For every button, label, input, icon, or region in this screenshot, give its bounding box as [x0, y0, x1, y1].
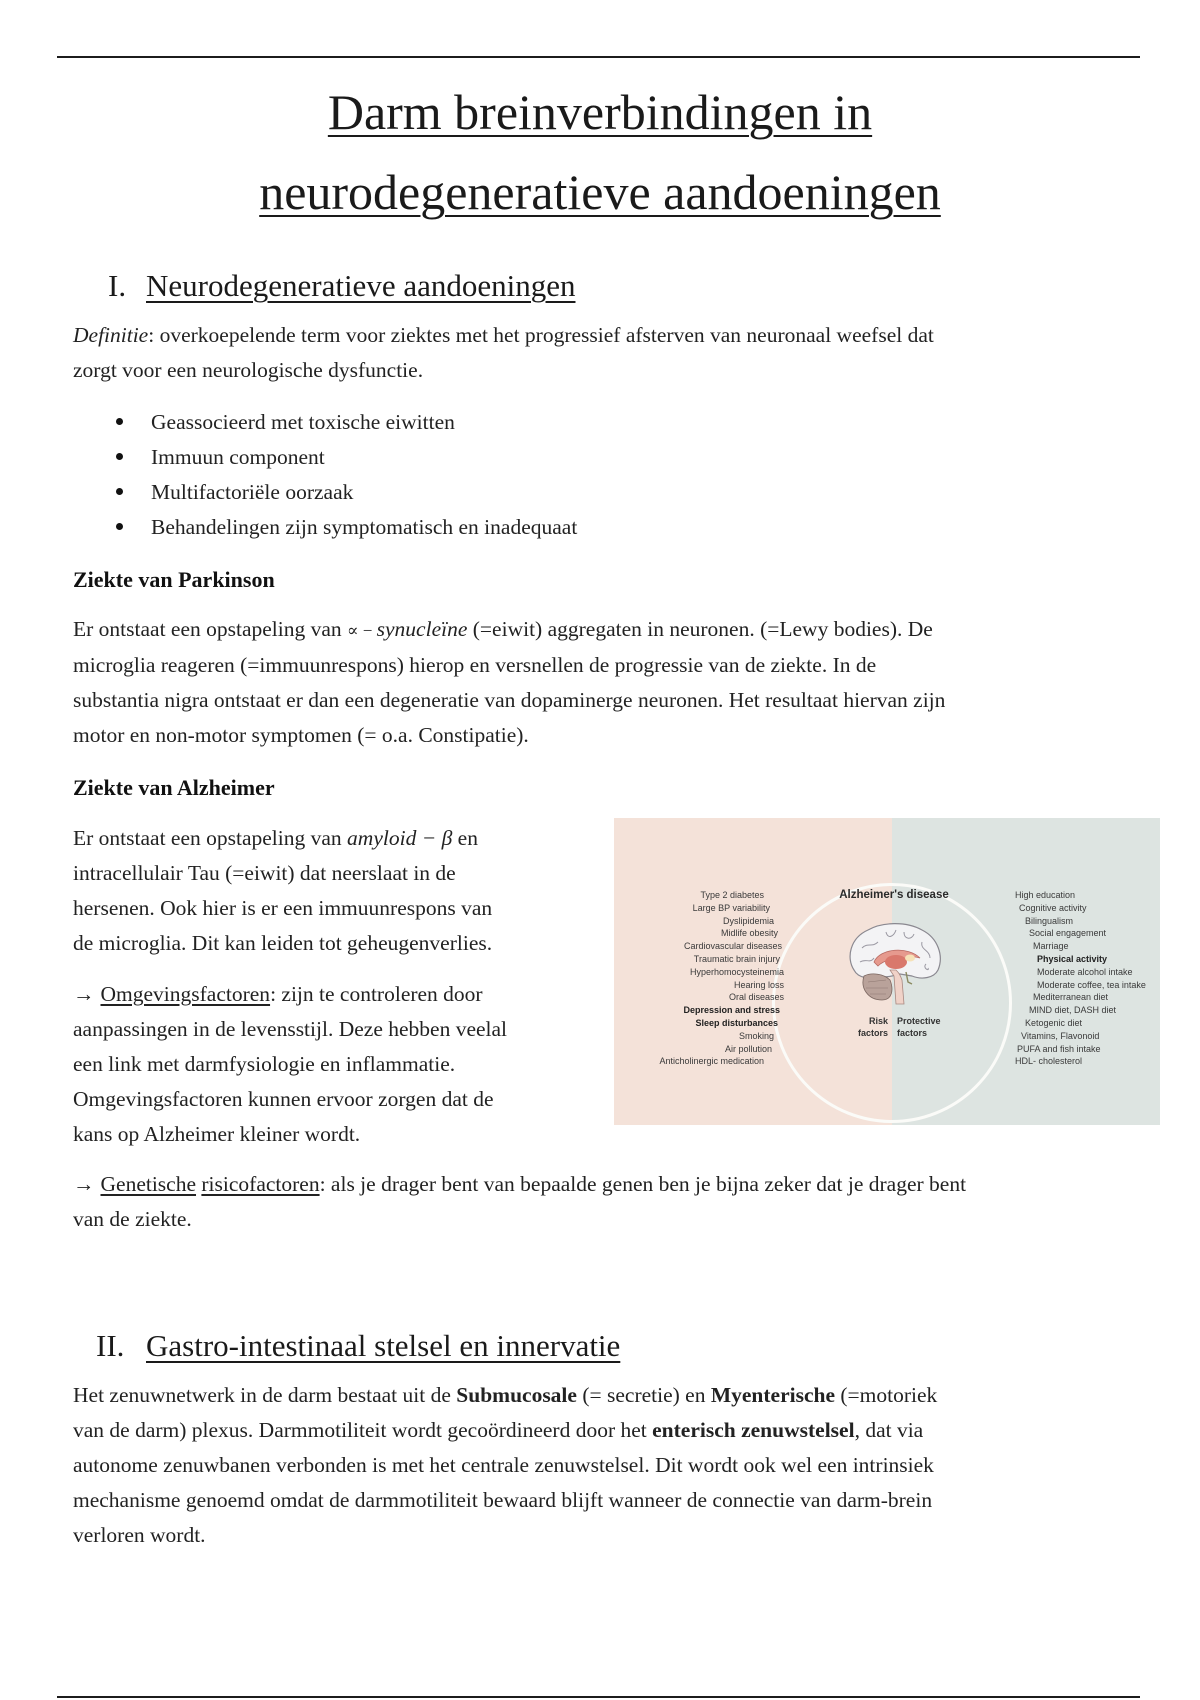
protective-factor-item: High education — [1015, 890, 1076, 900]
arrow-right-icon: → — [73, 982, 95, 1006]
protective-factor-item: Vitamins, Flavonoid — [1021, 1030, 1100, 1041]
section-1-number: I. — [108, 268, 127, 303]
parkinson-heading: Ziekte van Parkinson — [73, 567, 275, 592]
parkinson-paragraph: Er ontstaat een opstapeling van ∝ − synucleïne (=eiwit) aggregaten in neuronen. (=Lewy bodies). De microglia reageren (=immuunrespons) hierop en versnellen de progressie van de ziekte. In de substantia nigra ontstaat er dan een degeneratie van dopaminerge neuronen. Het resultaat hiervan zijn motor en non-motor symptomen (= o.a. Constipatie). — [73, 617, 946, 747]
bullet-item: Behandelingen zijn symptomatisch en inadequaat — [73, 510, 577, 545]
risk-factor-item: Air pollution — [724, 1043, 772, 1054]
bottom-rule — [57, 1696, 1140, 1698]
arrow-right-icon: → — [73, 1172, 95, 1196]
gastro-paragraph: Het zenuwnetwerk in de darm bestaat uit de Submucosale (= secretie) en Myenterische (=motoriek van de darm) plexus. Darmmotiliteit wordt gecoördineerd door het enterisch zenuwstelsel, dat via autonome zenuwbanen verbonden is met het centrale zenuwstelsel. Dit wordt ook wel een intrinsiek mechanisme genoemd omdat de darmmotiliteit bewaard blijft wanneer de connectie van darm-brein verloren wordt. — [73, 1383, 938, 1547]
bullet-icon — [116, 488, 123, 495]
environmental-factors-term: Omgevingsfactoren — [100, 982, 271, 1006]
document-title-line-1: Darm breinverbindingen in — [327, 84, 873, 140]
risk-factor-item: Dyslipidemia — [722, 915, 774, 926]
bullet-item: Multifactoriële oorzaak — [73, 475, 577, 510]
protective-factor-item: MIND diet, DASH diet — [1029, 1005, 1117, 1016]
definition-paragraph: Definitie: overkoepelende term voor ziektes met het progressief afsterven van neuronaal weefsel dat zorgt voor een neurologische dysfunctie. — [73, 323, 934, 382]
section-1-heading — [108, 266, 575, 306]
protective-factors-label: Protective factors — [897, 1016, 941, 1038]
section-1-title: Neurodegeneratieve aandoeningen — [146, 268, 576, 303]
risk-factor-item: Cardiovascular diseases — [683, 941, 782, 952]
risk-factor-item: Anticholinergic medication — [659, 1056, 764, 1067]
protective-factor-item: Moderate alcohol intake — [1037, 966, 1133, 977]
risk-factor-item: Midlife obesity — [720, 928, 778, 939]
risk-factor-item: Sleep disturbances — [695, 1017, 778, 1028]
risk-factor-item: Hyperhomocysteinemia — [689, 966, 784, 977]
protective-factor-item: Bilingualism — [1025, 915, 1074, 926]
submucosal-term: Submucosale — [456, 1383, 577, 1407]
brain-icon — [842, 918, 947, 1013]
bullet-item: Immuun component — [73, 440, 577, 475]
enteric-nervous-system-term: enterisch zenuwstelsel — [652, 1418, 855, 1442]
protective-factor-item: Marriage — [1033, 941, 1069, 952]
bullet-icon — [116, 453, 123, 460]
section-2-heading — [96, 1326, 620, 1366]
risk-factor-item: Smoking — [738, 1030, 774, 1041]
alzheimer-risk-factors-figure — [614, 818, 1160, 1125]
risk-factor-item: Traumatic brain injury — [693, 953, 780, 964]
protective-factor-item: Mediterranean diet — [1033, 992, 1109, 1003]
risk-factor-item: Type 2 diabetes — [700, 890, 764, 900]
myenteric-term: Myenterische — [710, 1383, 836, 1407]
feature-bullet-list — [73, 405, 577, 545]
risk-factor-item: Depression and stress — [683, 1005, 780, 1016]
protective-factor-item: Cognitive activity — [1019, 902, 1087, 913]
genetic-term: Genetische — [100, 1172, 197, 1196]
risk-factor-item: Large BP variability — [692, 902, 770, 913]
alzheimer-heading: Ziekte van Alzheimer — [73, 775, 275, 800]
protective-factor-item: Social engagement — [1029, 928, 1107, 939]
protective-factor-item: Ketogenic diet — [1025, 1017, 1083, 1028]
section-2-number: II. — [96, 1328, 125, 1363]
bullet-icon — [116, 418, 123, 425]
protective-factors-list — [1015, 889, 1146, 1068]
protective-factor-item: Moderate coffee, tea intake — [1037, 979, 1146, 990]
top-rule — [57, 56, 1140, 58]
risk-factor-item: Oral diseases — [728, 992, 784, 1003]
risk-factor-item: Hearing loss — [733, 979, 784, 990]
definition-label: Definitie — [73, 323, 149, 347]
risk-factors-list — [659, 889, 784, 1068]
protective-factor-item: PUFA and fish intake — [1017, 1043, 1101, 1054]
risk-factors-label: Risk factors — [857, 1016, 888, 1038]
protective-factor-item: HDL- cholesterol — [1015, 1056, 1083, 1067]
alzheimer-paragraph: Er ontstaat een opstapeling van amyloid − β en intracellulair Tau (=eiwit) dat neerslaat in de hersenen. Ook hier is er een immuunrespons van de microglia. Dit kan leiden tot geheugenverlies. → Omgevingsfactoren: zijn te controleren door aanpassingen in de levensstijl. Deze hebben veelal een link met darmfysiologie en inflammatie. Omgevingsfactoren kunnen ervoor zorgen dat de kans op Alzheimer kleiner wordt. — [73, 821, 593, 1152]
genetic-risk-paragraph: → Genetische risicofactoren: als je drager bent van bepaalde genen ben je bijna zeker dat je drager bent van de ziekte. — [73, 1167, 966, 1237]
figure-title: Alzheimer's disease — [839, 889, 949, 901]
document-title-line-2: neurodegeneratieve aandoeningen — [259, 164, 941, 220]
environmental-factors-paragraph: → Omgevingsfactoren: zijn te controleren door aanpassingen in de levensstijl. Deze hebben veelal een link met darmfysiologie en inflammatie. Omgevingsfactoren kunnen ervoor zorgen dat de kans op Alzheimer kleiner wordt. — [73, 977, 593, 1152]
bullet-icon — [116, 523, 123, 530]
risk-factors-term: risicofactoren — [201, 1172, 320, 1196]
bullet-item: Geassocieerd met toxische eiwitten — [73, 405, 577, 440]
protective-factor-item: Physical activity — [1037, 953, 1108, 964]
section-2-title: Gastro-intestinaal stelsel en innervatie — [146, 1328, 621, 1363]
